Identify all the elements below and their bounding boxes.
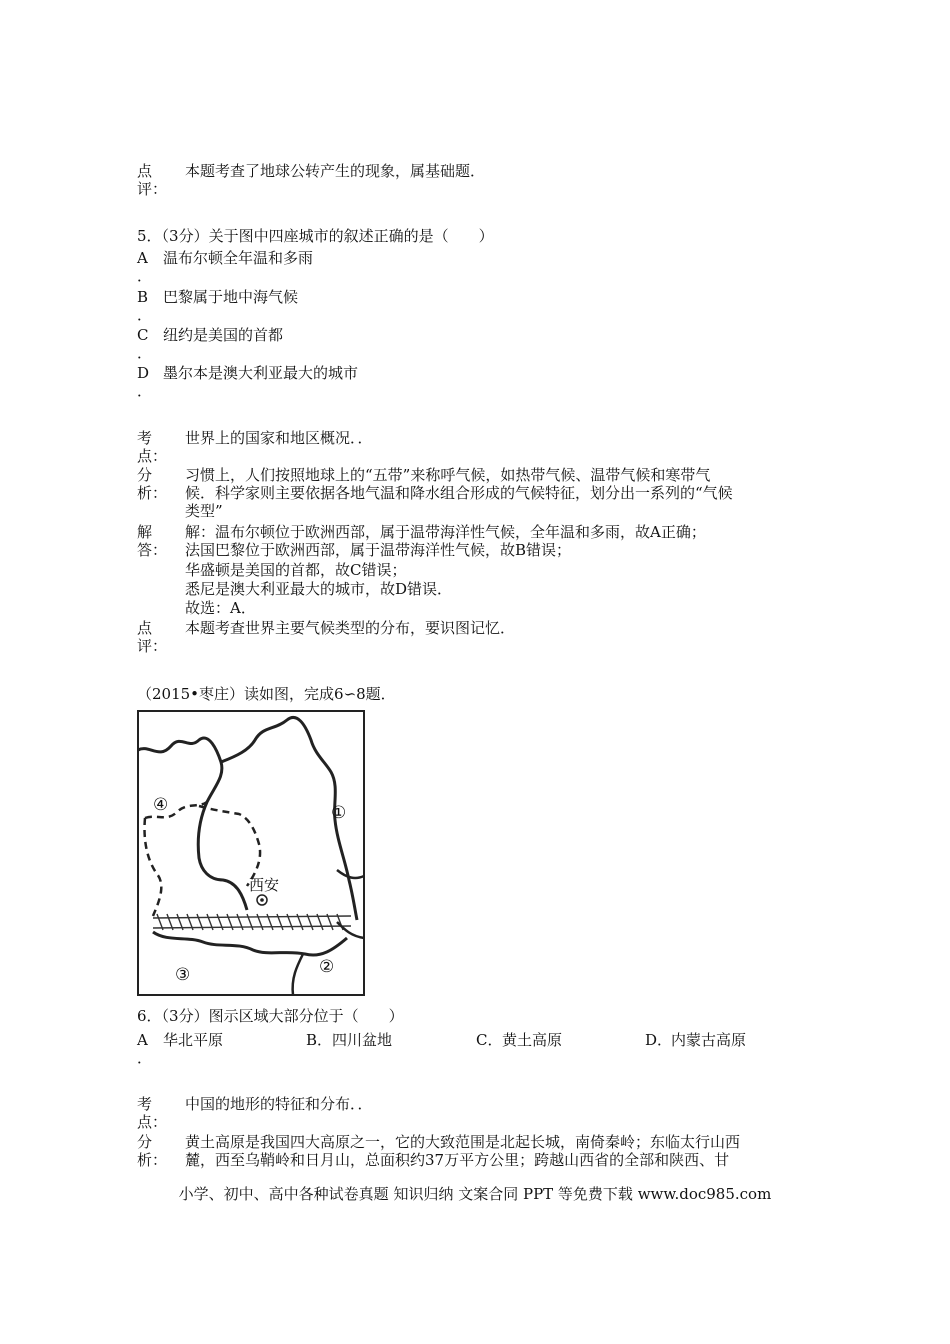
section-intro: （2015•枣庄）读如图，完成6∽8题． xyxy=(137,685,396,703)
q5-stem: 5．（3分）关于图中四座城市的叙述正确的是（ ） xyxy=(137,227,494,245)
region-map xyxy=(137,710,365,996)
fenxi-line: 候．科学家则主要依据各地气温和降水组合形成的气候特征，划分出一系列的“气候 xyxy=(185,484,733,502)
fenxi-label-2: 析： xyxy=(137,1151,168,1169)
page-footer: 小学、初中、高中各种试卷真题 知识归纳 文案合同 PPT 等免费下载 www.doc985.com xyxy=(178,1185,772,1203)
kaodian-text: 世界上的国家和地区概况．． xyxy=(185,429,373,447)
q5-option-a-text: 温布尔顿全年温和多雨 xyxy=(163,249,314,267)
region-label-2: ② xyxy=(319,957,335,977)
region-label-4: ④ xyxy=(153,795,169,815)
fenxi-line: 类型” xyxy=(185,502,223,520)
jieda-line: 法国巴黎位于欧洲西部，属于温带海洋性气候，故B错误； xyxy=(185,541,572,559)
dianping-text: 本题考查了地球公转产生的现象，属基础题． xyxy=(185,162,486,180)
kaodian-label-1: 考 xyxy=(137,1095,153,1113)
q6-option-d-letter: D． xyxy=(645,1031,673,1049)
q5-option-b-letter: B xyxy=(137,288,149,306)
jieda-label-2: 答： xyxy=(137,541,168,559)
jieda-line: 解：温布尔顿位于欧洲西部，属于温带海洋性气候，全年温和多雨，故A正确； xyxy=(185,523,706,541)
fenxi-label-1: 分 xyxy=(137,466,153,484)
dianping-text: 本题考查世界主要气候类型的分布，要识图记忆． xyxy=(185,619,516,637)
q6-option-a-letter: A xyxy=(137,1031,148,1049)
q5-option-d-text: 墨尔本是澳大利亚最大的城市 xyxy=(163,364,359,382)
q5-option-d-letter: D xyxy=(137,364,150,382)
jieda-line: 悉尼是澳大利亚最大的城市，故D错误． xyxy=(185,580,453,598)
q5-option-c-letter: C xyxy=(137,326,149,344)
fenxi-label-2: 析： xyxy=(137,484,168,502)
region-label-3: ③ xyxy=(175,965,191,985)
kaodian-label-1: 考 xyxy=(137,429,153,447)
q6-option-c-letter: C． xyxy=(476,1031,503,1049)
q5-option-b-text: 巴黎属于地中海气候 xyxy=(163,288,299,306)
dianping-label-1: 点 xyxy=(137,162,153,180)
city-label-xian: 西安 xyxy=(249,876,280,894)
dianping-label-2: 评： xyxy=(137,637,168,655)
q5-option-dot: ． xyxy=(137,344,153,362)
q6-option-a-text: 华北平原 xyxy=(163,1031,224,1049)
jieda-line: 华盛顿是美国的首都，故C错误； xyxy=(185,561,407,579)
fenxi-label-1: 分 xyxy=(137,1133,153,1151)
jieda-label-1: 解 xyxy=(137,523,153,541)
q6-option-b-text: 四川盆地 xyxy=(332,1031,393,1049)
q6-option-dot: ． xyxy=(137,1049,153,1067)
fenxi-line: 麓，西至乌鞘岭和日月山，总面积约37万平方公里；跨越山西省的全部和陕西、甘 xyxy=(185,1151,730,1169)
q6-stem: 6．（3分）图示区域大部分位于（ ） xyxy=(137,1007,404,1025)
map-frame xyxy=(138,711,364,995)
dianping-label-1: 点 xyxy=(137,619,153,637)
dianping-label-2: 评： xyxy=(137,180,168,198)
q5-option-c-text: 纽约是美国的首都 xyxy=(163,326,284,344)
region-label-1: ① xyxy=(331,803,347,823)
kaodian-text: 中国的地形的特征和分布．． xyxy=(185,1095,373,1113)
q5-option-dot: ． xyxy=(137,267,153,285)
kaodian-label-2: 点： xyxy=(137,447,168,465)
q5-option-dot: ． xyxy=(137,382,153,400)
q6-option-c-text: 黄土高原 xyxy=(502,1031,563,1049)
q6-option-b-letter: B． xyxy=(306,1031,333,1049)
kaodian-label-2: 点： xyxy=(137,1113,168,1131)
q5-option-a-letter: A xyxy=(137,249,148,267)
jieda-line: 故选：A． xyxy=(185,599,256,617)
q6-option-d-text: 内蒙古高原 xyxy=(671,1031,747,1049)
fenxi-line: 黄土高原是我国四大高原之一，它的大致范围是北起长城，南倚秦岭；东临太行山西 xyxy=(185,1133,741,1151)
fenxi-line: 习惯上，人们按照地球上的“五带”来称呼气候，如热带气候、温带气候和寒带气 xyxy=(185,466,711,484)
q5-option-dot: ． xyxy=(137,306,153,324)
